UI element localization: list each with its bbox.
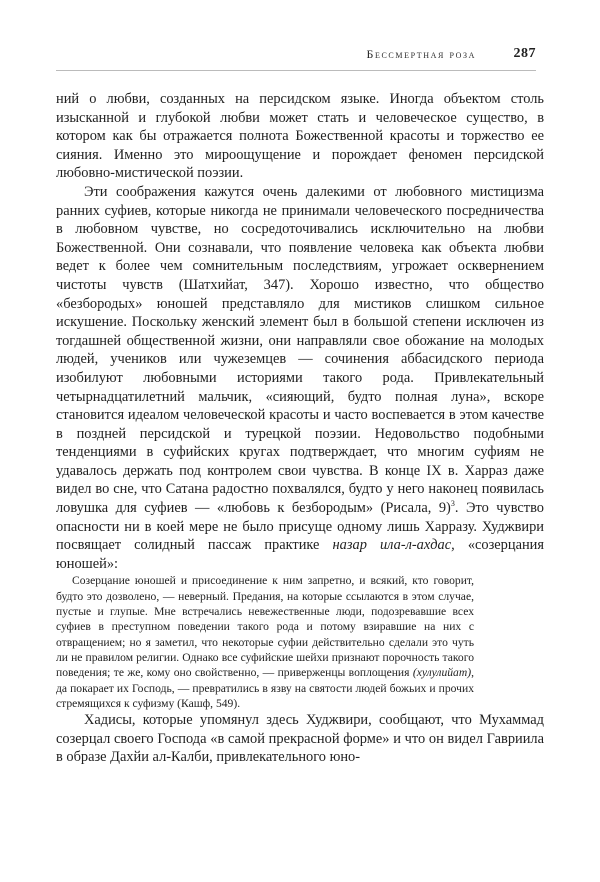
page-number: 287 — [513, 46, 536, 61]
quote-italic-term: (хулулийат) — [412, 666, 472, 680]
footnote-reference: 3 — [450, 499, 455, 509]
running-title: Бессмертная роза — [366, 47, 476, 61]
quote-text-part: , да покарает их Господь, — превратились в язву на святости людей божьих и прочих стремящихся к суфизму (Кашф, 549). — [56, 666, 474, 710]
paragraph-text-part: «созерцания юношей»: — [56, 537, 544, 572]
paragraph-sufi-mysticism — [56, 183, 544, 573]
block-quotation — [56, 573, 474, 711]
italic-term: назар ила-л-ахдас, — [332, 537, 455, 554]
paragraph-hadith: Хадисы, которые упомянул здесь Худжвири, сообщают, что Мухаммад созерцал своего Господа «в самой прекрасной форме» и что он видел Гавриила в образе Дахйи ал-Калби, привлекательного юно- — [56, 712, 544, 766]
quote-text-part: Созерцание юношей и присоединение к ним запретно, и всякий, кто говорит, будто это дозволено, — неверный. Предания, на которые ссылаются в этом случае, пустые и глупые. Мне встречались невежественные люди, подозревавшие всех суфиев в преступном поведении такого рода и потому взиравшие на них с отвращением; но я заметил, что некоторые суфии действительно сделали это чуть ли не правилом религии. Однако все суфийские шейхи признают порочность такого поведения; те же, кому оно свойственно, — приверженцы воплощения — [56, 574, 474, 680]
header-divider — [56, 70, 536, 71]
paragraph-text-part: . Это чувство опасности ни в коей мере не было присуще одному лишь Харразу. Худжвири посвящает солидный пассаж практике — [56, 500, 544, 554]
main-text — [56, 90, 544, 767]
paragraph-continuation: ний о любви, созданных на персидском языке. Иногда объектом столь изысканной и глубокой любви может стать и человеческое существо, в котором как бы отражается полнота Божественной красоты и торжество ее сияния. Именно это мироощущение и порождает феномен персидской любовно-мистической поэзии. — [56, 91, 544, 182]
paragraph-text-part: Эти соображения кажутся очень далекими от любовного мистицизма ранних суфиев, которые никогда не принимали человеческого посредничества в любовном чувстве, но сосредоточивались исключительно на любви Божественной. Они сознавали, что появление человека как объекта любви ведет к более чем сомнительным последствиям, угрожает осквернением чистоты чувств (Шатхийат, 347). Хорошо известно, что общество «безбородых» юношей представляло для мистиков слишком сильное искушение. Поскольку женский элемент был в большой степени исключен из тогдашней общественной жизни, они направляли свое обожание на молодых людей, учеников или чужеземцев — сочинения аббасидского периода изобилуют любовными историями такого рода. Привлекательный четырнадцатилетний мальчик, «сияющий, будто полная луна», вскоре становится идеалом человеческой красоты и часто воспевается в этом качестве в поздней персидской и турецкой поэзии. Недовольство подобными тенденциями в суфийских кругах подтверждает, что многим суфиям не удавалось держать под контролем свои чувства. В конце IX в. Харраз даже видел во сне, что Сатана радостно похвалялся, будто у него наконец появилась ловушка для суфиев — «любовь к безбородым» (Рисала, 9) — [56, 183, 544, 517]
running-header — [56, 46, 536, 66]
